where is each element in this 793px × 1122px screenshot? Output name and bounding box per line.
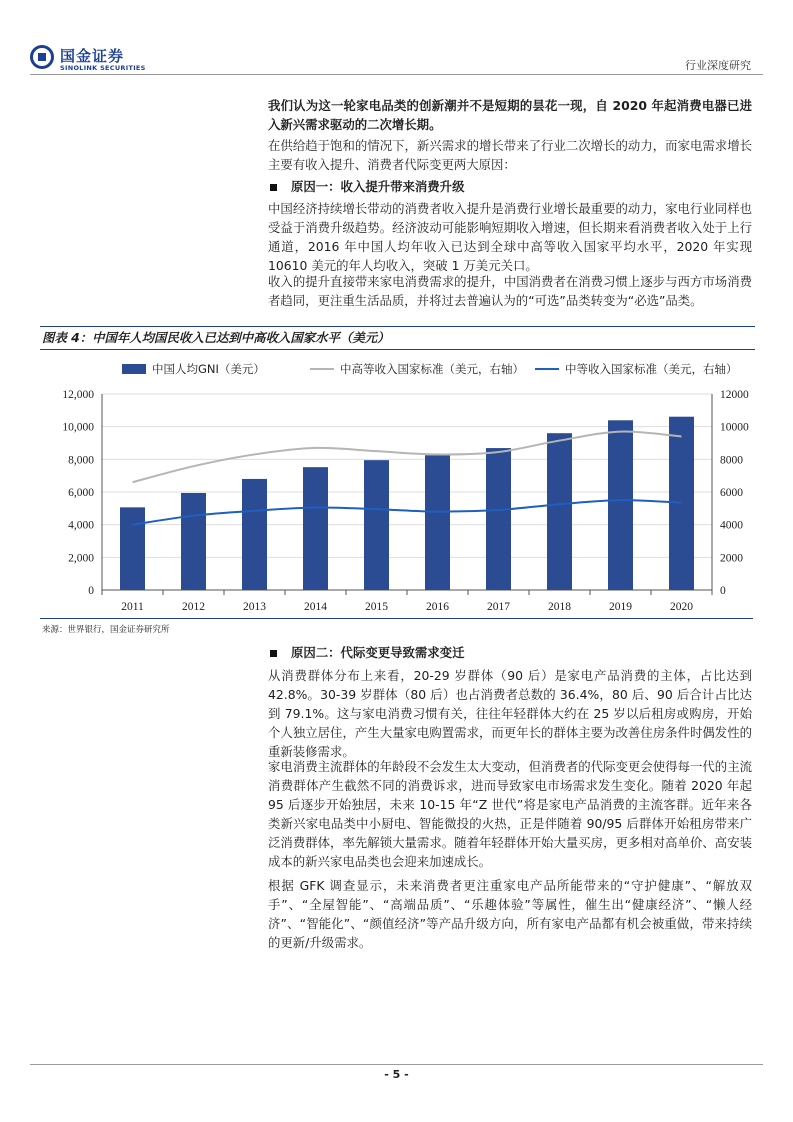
gni-bar <box>547 433 572 590</box>
logo-chinese-name: 国金证券 <box>60 47 125 65</box>
figure-bottom-divider <box>40 618 753 619</box>
x-tick-label: 2012 <box>182 601 205 613</box>
x-tick-label: 2011 <box>121 601 144 613</box>
income-paragraph: 中国经济持续增长带动的消费者收入提升是消费行业增长最重要的动力，家电行业同样也受益于消费升级趋势。经济波动可能影响短期收入增速，但长期来看消费者收入处于上行通道，2016 年中国人均年收入已达到全球中高等收入国家平均水平，2020 年实现 10610 美元的年人均收入，突破 1 万美元关口。 <box>268 201 752 273</box>
gni-bar <box>181 493 206 590</box>
header-divider <box>30 74 763 75</box>
gni-bar <box>242 479 267 590</box>
figure-source: 来源：世界银行，国金证券研究所 <box>42 625 170 635</box>
supply-paragraph: 在供给趋于饱和的情况下，新兴需求的增长带来了行业二次增长的动力，而家电需求增长主要有收入提升、消费者代际变更两大原因： <box>268 138 752 172</box>
generation-paragraph: 从消费群体分布上来看，20-29 岁群体（90 后）是家电产品消费的主体，占比达到 42.8%。30-39 岁群体（80 后）也占消费者总数的 36.4%，80 后、90 后合计占比达到 79.1%。这与家电消费习惯有关，往往年轻群体大约在 25 岁以后租房或购房，开始个人独立居住，产生大量家电购置需求，而更年长的群体主要为改善住房条件时偶发性的重新装修需求。 <box>268 668 752 759</box>
y-right-tick-label: 6000 <box>720 487 743 499</box>
y-right-tick-label: 8000 <box>720 454 743 467</box>
gni-bar <box>486 448 511 590</box>
y-right-tick-label: 12000 <box>720 389 749 401</box>
reason-one-heading: 原因一：收入提升带来消费升级 <box>268 177 752 195</box>
y-right-tick-label: 0 <box>720 585 726 597</box>
gni-bar <box>364 460 389 590</box>
y-left-tick-label: 0 <box>88 585 94 597</box>
bullet-square-icon <box>270 650 277 657</box>
y-left-tick-label: 4,000 <box>68 519 94 532</box>
x-tick-label: 2020 <box>670 601 693 613</box>
gni-chart <box>40 350 753 618</box>
x-tick-label: 2017 <box>487 601 510 613</box>
y-right-tick-label: 10000 <box>720 421 749 434</box>
bullet-square-icon <box>270 184 277 191</box>
x-tick-label: 2016 <box>426 601 449 613</box>
generation-change-paragraph: 家电消费主流群体的年龄段不会发生太大变动，但消费者的代际变更会使得每一代的主流消费群体产生截然不同的消费诉求，进而导致家电市场需求发生变化。随着 2020 年起 95 后逐步开始独居，未来 10-15 年“Z 世代”将是家电产品消费的主流客群。近年来各类新兴家电品类中小厨电、智能微投的火热，正是伴随着 90/95 后群体开始租房带来广泛消费群体，率先解锁大量需求。随着年轻群体开始大量买房，更多相对高单价、高安装成本的新兴家电品类也会迎来加速成长。 <box>268 759 752 869</box>
footer-divider <box>30 1064 763 1065</box>
gni-bar <box>669 417 694 590</box>
y-right-tick-label: 2000 <box>720 552 743 565</box>
middle-income-line <box>133 500 682 525</box>
x-tick-label: 2014 <box>304 601 327 613</box>
gni-bar <box>120 507 145 590</box>
legend-label: 中高等收入国家标准（美元，右轴） <box>340 362 524 376</box>
gni-bar <box>303 467 328 590</box>
figure-title: 图表 4：中国年人均国民收入已达到中高收入国家水平（美元） <box>40 326 755 350</box>
document-type: 行业深度研究 <box>685 59 751 72</box>
legend-swatch-bar <box>122 364 146 374</box>
x-tick-label: 2013 <box>243 601 266 613</box>
sinolink-logo-icon <box>30 45 54 69</box>
y-right-tick-label: 4000 <box>720 519 743 532</box>
page-number: - 5 - <box>384 1068 409 1081</box>
legend-label: 中国人均GNI（美元） <box>152 362 265 376</box>
legend-label: 中等收入国家标准（美元，右轴） <box>565 362 738 376</box>
y-left-tick-label: 10,000 <box>62 421 94 434</box>
x-tick-label: 2015 <box>365 601 388 613</box>
reason-two-heading: 原因二：代际变更导致需求变迁 <box>268 643 752 661</box>
y-left-tick-label: 2,000 <box>68 552 94 565</box>
logo-english-name: SINOLINK SECURITIES <box>60 64 146 72</box>
gni-bar <box>608 420 633 590</box>
x-tick-label: 2019 <box>609 601 632 613</box>
gfk-paragraph: 根据 GFK 调查显示，未来消费者更注重家电产品所能带来的“守护健康”、“解放双手”、“全屋智能”、“高端品质”、“乐趣体验”等属性，催生出“健康经济”、“懒人经济”、“智能化”、“颜值经济”等产品升级方向，所有家电产品都有机会被重做，带来持续的更新/升级需求。 <box>268 878 752 950</box>
upper-middle-income-line <box>133 432 682 483</box>
y-left-tick-label: 12,000 <box>62 389 94 401</box>
y-left-tick-label: 8,000 <box>68 454 94 467</box>
x-tick-label: 2018 <box>548 601 571 613</box>
consumption-paragraph: 收入的提升直接带来家电消费需求的提升，中国消费者在消费习惯上逐步与西方市场消费者趋同，更注重生活品质，并将过去普遍认为的“可选”品类转变为“必选”品类。 <box>268 274 752 308</box>
y-left-tick-label: 6,000 <box>68 487 94 499</box>
gni-bar <box>425 455 450 590</box>
lead-paragraph: 我们认为这一轮家电品类的创新潮并不是短期的昙花一现，自 2020 年起消费电器已进入新兴需求驱动的二次增长期。 <box>268 98 752 132</box>
